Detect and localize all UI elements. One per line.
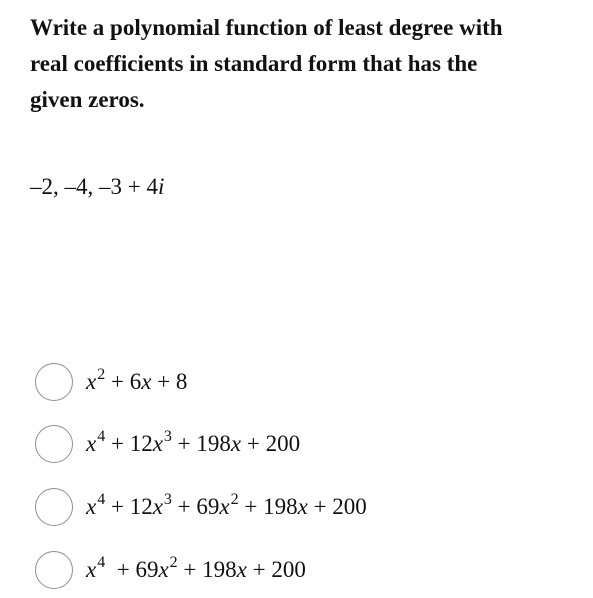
option-d-term: + 69	[105, 557, 159, 582]
option-a-expression	[86, 367, 187, 397]
option-c-exponent: 4	[97, 490, 106, 508]
option-b-expression	[86, 429, 300, 459]
option-c-term: x	[297, 494, 308, 519]
answer-option-c[interactable]	[35, 488, 367, 526]
zeros-text: –2, –4, –3 + 4	[30, 174, 158, 199]
option-c-term: x	[152, 494, 163, 519]
option-c-expression	[86, 492, 367, 522]
option-b-term: x	[152, 431, 163, 456]
option-c-exponent: 3	[163, 490, 172, 508]
option-c-term: + 12	[105, 494, 153, 519]
option-b-exponent: 3	[163, 427, 172, 445]
option-a-term: + 6	[105, 369, 142, 394]
option-d-term: x	[236, 557, 247, 582]
question-line-1: Write a polynomial function of least degree with	[30, 15, 503, 40]
option-b-exponent: 4	[97, 427, 106, 445]
option-b-term: x	[86, 431, 97, 456]
option-c-term: + 200	[307, 494, 367, 519]
option-b-term: + 200	[241, 431, 301, 456]
option-c-term: x	[219, 494, 230, 519]
imaginary-unit: i	[157, 174, 165, 199]
option-d-term: + 200	[246, 557, 306, 582]
question-prompt	[30, 10, 585, 118]
radio-button-c[interactable]	[35, 488, 73, 526]
radio-button-a[interactable]	[35, 363, 73, 401]
answer-option-b[interactable]	[35, 425, 300, 463]
option-b-term: + 198	[171, 431, 231, 456]
answer-option-a[interactable]	[35, 363, 187, 401]
option-d-exponent: 2	[169, 553, 178, 571]
question-line-2: real coefficients in standard form that has the	[30, 51, 478, 76]
option-c-term: + 198	[238, 494, 298, 519]
option-c-term: x	[86, 494, 97, 519]
option-d-term: + 198	[177, 557, 237, 582]
answer-option-d[interactable]	[35, 551, 306, 589]
radio-button-d[interactable]	[35, 551, 73, 589]
option-b-term: + 12	[105, 431, 153, 456]
radio-button-b[interactable]	[35, 425, 73, 463]
option-a-exponent: 2	[97, 365, 106, 383]
option-a-term: x	[86, 369, 97, 394]
option-c-term: + 69	[171, 494, 220, 519]
question-line-3: given zeros.	[30, 87, 145, 112]
option-b-term: x	[230, 431, 242, 456]
option-a-term: x	[141, 369, 152, 394]
option-d-expression	[86, 555, 306, 585]
option-c-exponent: 2	[230, 490, 239, 508]
option-d-exponent: 4	[97, 553, 106, 571]
given-zeros	[30, 172, 164, 202]
option-d-term: x	[86, 557, 97, 582]
option-d-term: x	[158, 557, 169, 582]
option-a-term: + 8	[151, 369, 188, 394]
